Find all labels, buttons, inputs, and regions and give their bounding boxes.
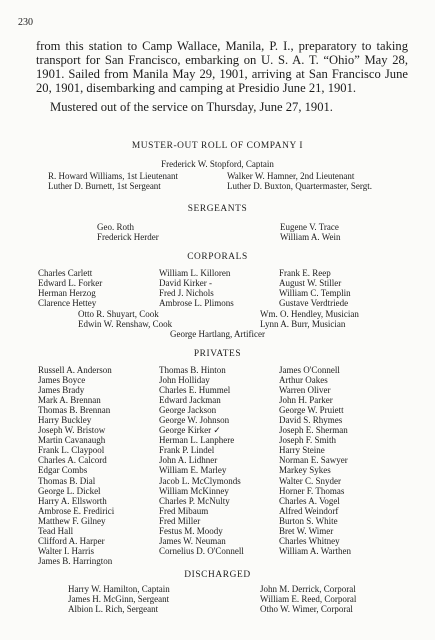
list-item: James B. Harrington	[38, 555, 113, 566]
list-item: Albion L. Rich, Sergeant	[68, 604, 159, 615]
list-item: Frank L. Claypool	[38, 445, 105, 456]
musician-1: Wm. O. Hendley, Musician	[260, 309, 359, 319]
list-item: Fred Miller	[159, 515, 201, 526]
list-item: Edgar Combs	[38, 465, 88, 476]
list-item: John H. Parker	[279, 395, 333, 406]
mustered-out-paragraph: Mustered out of the service on Thursday, June 27, 1901.	[50, 100, 333, 114]
list-item: Joseph F. Smith	[279, 435, 337, 446]
privates-column-2	[159, 365, 244, 556]
list-item: Norman E. Sawyer	[279, 455, 348, 466]
sergeant-left-1: Geo. Roth	[97, 222, 134, 232]
list-item: Harry Steine	[279, 445, 325, 456]
officer-left-1: R. Howard Williams, 1st Lieutenant	[48, 171, 178, 181]
list-item: Bret W. Wimer	[279, 525, 334, 536]
list-item: August W. Stiller	[279, 278, 342, 289]
list-item: William E. Marley	[159, 465, 227, 476]
list-item: Joseph W. Bristow	[38, 425, 106, 436]
list-item: Martin Cavanaugh	[38, 435, 106, 446]
corporals-column-1	[38, 268, 102, 308]
list-item: Cornelius D. O'Connell	[159, 545, 244, 556]
list-item: William A. Warthen	[279, 545, 351, 556]
privates-column-1	[38, 365, 114, 566]
list-item: Clifford A. Harper	[38, 535, 105, 546]
captain: Frederick W. Stopford, Captain	[161, 159, 274, 169]
page-number: 230	[18, 17, 33, 28]
officer-right-2: Luther D. Buxton, Quartermaster, Sergt.	[227, 181, 372, 191]
list-item: Thomas B. Hinton	[159, 365, 226, 375]
list-item: Festus M. Moody	[159, 525, 223, 536]
cook-1: Otto R. Shuyart, Cook	[78, 309, 159, 319]
list-item: George W. Johnson	[159, 415, 230, 426]
list-item: Jacob L. McClymonds	[159, 475, 241, 486]
list-item: Tead Hall	[38, 525, 74, 536]
list-item: Herman Herzog	[38, 288, 96, 299]
list-item: Matthew F. Gilney	[38, 515, 106, 526]
discharged-right	[260, 584, 356, 614]
sergeant-left-2: Frederick Herder	[97, 232, 159, 242]
list-item: Clarence Hettey	[38, 298, 97, 309]
list-item: Otho W. Wimer, Corporal	[260, 604, 353, 615]
list-item: Thomas B. Brennan	[38, 405, 111, 416]
corporals-column-3	[279, 268, 351, 308]
list-item: George L. Dickel	[38, 485, 101, 496]
list-item: William E. Reed, Corporal	[260, 594, 357, 605]
list-item: John Holliday	[159, 375, 210, 386]
list-item: Joseph E. Sherman	[279, 425, 348, 436]
list-item: Charles E. Hummel	[159, 385, 231, 396]
corporals-column-2	[159, 268, 234, 308]
list-item: John M. Derrick, Corporal	[260, 584, 356, 594]
list-item: Edward Jackman	[159, 395, 221, 406]
list-item: Charles A. Vogel	[279, 495, 340, 506]
sergeant-right-2: William A. Wein	[280, 232, 341, 242]
list-item: Ambrose L. Plimons	[159, 298, 234, 309]
list-item: David Kirker -	[159, 278, 212, 289]
musician-2: Lynn A. Burr, Musician	[260, 319, 346, 329]
list-item: Charles A. Calcord	[38, 455, 107, 466]
officer-right-1: Walker W. Hamner, 2nd Lieutenant	[227, 171, 355, 181]
list-item: Warren Oliver	[279, 385, 331, 396]
privates-column-3	[279, 365, 351, 556]
list-item: Charles Carlett	[38, 268, 93, 278]
discharged-left	[68, 584, 170, 614]
list-item: Russell A. Anderson	[38, 365, 112, 375]
list-item: Frank E. Reep	[279, 268, 331, 278]
sergeants-heading: SERGEANTS	[187, 204, 248, 214]
list-item: William McKinney	[159, 485, 229, 496]
corporals-heading: CORPORALS	[187, 252, 248, 262]
intro-paragraph: from this station to Camp Wallace, Manila, P. I., preparatory to taking transport for San Francisco, embarking on U. S. A. T. “Ohio” May 28, 1901. Sailed from Manila May 29, 1901, arriving at San Francisco June 20, 1901, disembarking and camping at Presidio June 21, 1901.	[36, 39, 408, 95]
list-item: Edward L. Forker	[38, 278, 103, 289]
list-item: Horner F. Thomas	[279, 485, 345, 496]
list-item: William C. Templin	[279, 288, 351, 299]
list-item: James Brady	[38, 385, 85, 396]
sergeant-right-1: Eugene V. Trace	[280, 222, 339, 232]
list-item: Arthur Oakes	[279, 375, 328, 386]
list-item: Walter C. Snyder	[279, 475, 342, 486]
list-item: Harry Buckley	[38, 415, 92, 426]
list-item: Fred J. Nichols	[159, 288, 214, 299]
discharged-heading: DISCHARGED	[184, 570, 251, 580]
list-item: Burton S. White	[279, 515, 338, 526]
list-item: Frank P. Lindel	[159, 445, 215, 456]
list-item: James H. McGinn, Sergeant	[68, 594, 170, 605]
officer-left-2: Luther D. Burnett, 1st Sergeant	[48, 181, 161, 191]
roll-title: MUSTER-OUT ROLL OF COMPANY I	[131, 141, 304, 151]
list-item: Harry W. Hamilton, Captain	[68, 584, 170, 594]
list-item: Mark A. Brennan	[38, 395, 101, 406]
list-item: George Jackson	[159, 405, 217, 416]
list-item: George W. Pruiett	[279, 405, 344, 416]
list-item: Markey Sykes	[279, 465, 331, 476]
list-item: George Kirker ✓	[159, 425, 221, 436]
list-item: Fred Mibaum	[159, 505, 209, 516]
list-item: Thomas B. Dial	[38, 475, 96, 486]
list-item: Harry A. Ellsworth	[38, 495, 107, 506]
list-item: James W. Neuman	[159, 535, 226, 546]
list-item: James O'Connell	[279, 365, 340, 375]
list-item: Charles Whitney	[279, 535, 340, 546]
list-item: Alfred Weindorf	[279, 505, 339, 516]
artificer: George Hartlang, Artificer	[169, 329, 266, 339]
cook-2: Edwin W. Renshaw, Cook	[78, 319, 173, 329]
list-item: Herman L. Lanphere	[159, 435, 235, 446]
list-item: John A. Lidhner	[159, 455, 218, 466]
list-item: Ambrose E. Fredirici	[38, 505, 115, 516]
privates-heading: PRIVATES	[193, 349, 242, 359]
list-item: William L. Killoren	[159, 268, 231, 278]
list-item: Walter I. Harris	[38, 545, 94, 556]
list-item: Gustave Verdtriede	[279, 298, 349, 309]
list-item: Charles P. McNulty	[159, 495, 230, 506]
list-item: James Boyce	[38, 375, 86, 386]
list-item: David S. Rhymes	[279, 415, 343, 426]
